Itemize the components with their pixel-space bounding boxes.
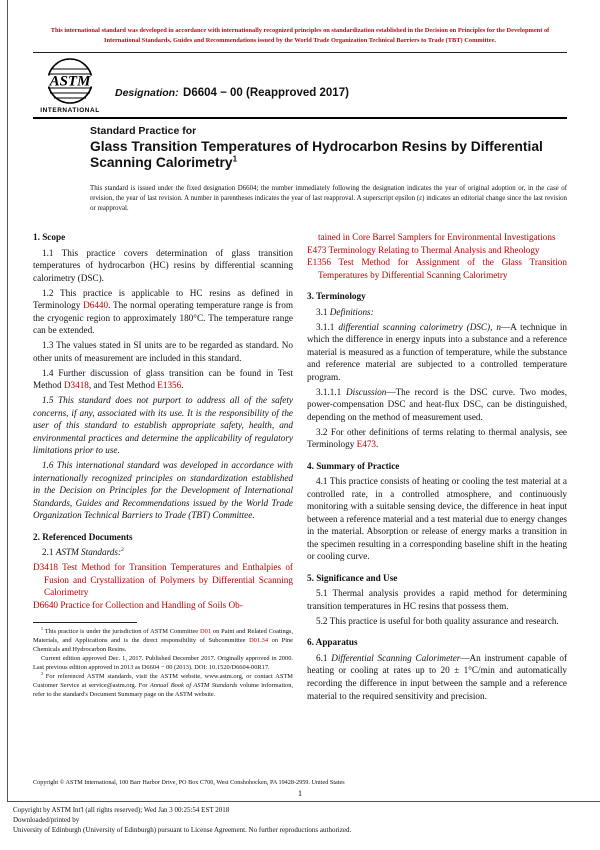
text-run: Differential Scanning Calorimeter bbox=[331, 652, 461, 663]
superscript-marker: 2 bbox=[121, 547, 124, 554]
superscript-marker: 2 bbox=[41, 671, 43, 677]
paragraph bbox=[307, 615, 567, 628]
section-heading bbox=[307, 460, 567, 473]
page-bottom-edge bbox=[7, 801, 600, 802]
text-run: —An instrument capable of heating or cooling at rates up to 20 ± 1°C/min and automatically recording the difference in input between the sample and a reference material to the required sensitivity and precision. bbox=[307, 652, 568, 701]
astm-logo-subtext: INTERNATIONAL bbox=[40, 107, 100, 114]
standard-link[interactable]: E473 bbox=[307, 244, 327, 255]
text-run: 3. Terminology bbox=[307, 291, 366, 302]
superscript-marker: 1 bbox=[41, 626, 43, 632]
footnote bbox=[33, 628, 293, 655]
reference-item bbox=[307, 256, 567, 281]
text-run: Definitions: bbox=[329, 306, 374, 317]
standard-link[interactable]: D6640 bbox=[33, 599, 59, 610]
text-run: Terminology Relating to Thermal Analysis and Rheology bbox=[326, 244, 540, 255]
text-run: 2.1 bbox=[42, 547, 56, 558]
section-heading bbox=[33, 231, 293, 244]
paragraph bbox=[33, 367, 293, 392]
astm-logo-text: ASTM bbox=[49, 73, 91, 90]
standard-link[interactable]: D3418 bbox=[33, 562, 59, 573]
standard-link[interactable]: E1356 bbox=[157, 380, 182, 391]
text-run: 3.1.1.1 bbox=[316, 386, 347, 397]
text-run: 3.1.1 bbox=[316, 321, 339, 332]
text-run: 1. Scope bbox=[33, 232, 66, 242]
watermark-downloaded: Downloaded/printed by bbox=[13, 816, 80, 825]
text-run: 1.1 This practice covers determination of glass transition temperatures of hydrocarbon (HC) resins by differential scanning calorimetry (DSC). bbox=[33, 247, 293, 283]
text-run: 1.2 This practice is applicable to HC resins as defined in Terminology bbox=[33, 287, 293, 311]
text-run: Annual Book of ASTM Standards bbox=[149, 682, 238, 690]
right-column-blocks bbox=[307, 231, 567, 702]
text-run: differential scanning calorimetry (DSC), n bbox=[338, 321, 501, 332]
paragraph bbox=[33, 459, 293, 522]
footnote bbox=[33, 673, 293, 700]
paragraph bbox=[307, 386, 567, 424]
title-kicker: Standard Practice for bbox=[90, 125, 197, 137]
text-run: 4.1 This practice consists of heating or cooling the test material at a controlled rate, in a controlled atmosphere, and continuously monitoring with a suitable sensing device, the difference in heat input between a reference material and a test material due to energy changes in the material. Absorption or release of energy marks a transition in the specimen resulting in a corresponding baseline shift in the heating or cooling curve. bbox=[307, 476, 567, 562]
text-run: ASTM Standards: bbox=[55, 547, 122, 558]
standard-link[interactable]: D01 bbox=[200, 628, 212, 636]
text-run: 1.6 This international standard was developed in accordance with internationally recognized principles on standardization established in the Decision on Principles for the Development of International Standards, Guides and Recommendations issued by the World Trade Organization Technical Barriers to Trade (TBT) Committee. bbox=[33, 460, 293, 521]
text-run: 3.2 For other definitions of terms relating to thermal analysis, see Terminology bbox=[307, 426, 567, 450]
text-run: 1.3 The values stated in SI units are to be regarded as standard. No other units of measurement are included in this standard. bbox=[33, 340, 293, 363]
designation bbox=[115, 83, 349, 101]
left-column bbox=[33, 231, 293, 705]
astm-logo-graphic bbox=[37, 57, 103, 115]
section-heading bbox=[307, 636, 567, 649]
designation-code: D6604 − 00 (Reapproved 2017) bbox=[183, 87, 349, 99]
text-run: on Paint and Related Coatings, Materials, and Applications and is the direct responsibility of Subcommittee bbox=[33, 628, 293, 645]
title-footnote-marker: 1 bbox=[232, 154, 238, 164]
masthead bbox=[33, 57, 567, 115]
title-block bbox=[90, 125, 566, 172]
download-watermark bbox=[13, 805, 587, 835]
divider-thick bbox=[33, 117, 567, 119]
reference-item bbox=[307, 231, 567, 244]
text-run: 1.5 This standard does not purport to address all of the safety concerns, if any, associated with its use. It is the responsibility of the user of this standard to establish appropriate safety, health, and environmental practices and determine the applicability of regulatory limitations prior to use. bbox=[33, 395, 293, 456]
page-number: 1 bbox=[297, 788, 303, 798]
footnote bbox=[33, 655, 293, 673]
issuance-note: This standard is issued under the fixed designation D6604; the number immediately following the designation indicates the year of original adoption or, in the case of revision, the year of last revision. A number in parentheses indicates the year of last reapproval. A superscript epsilon (ε) indicates an editorial change since the last revision or reapproval. bbox=[90, 185, 567, 212]
paragraph bbox=[307, 652, 567, 702]
astm-logo bbox=[37, 57, 103, 120]
reference-item bbox=[33, 599, 293, 612]
paragraph bbox=[33, 546, 293, 559]
text-run: . The normal operating temperature range is from the cryogenic region to approximately 180°C. The temperature range can be extended. bbox=[33, 300, 293, 336]
standard-link[interactable]: E1356 bbox=[307, 257, 331, 268]
text-run: tained in Core Barrel Samplers for Environmental Investigations bbox=[318, 232, 556, 242]
watermark-copyright: Copyright by ASTM Int'l (all rights reserved); Wed Jan 3 00:25:54 EST 2018 bbox=[13, 806, 230, 814]
text-run: on Pine Chemicals and Hydrocarbon Resins. bbox=[33, 637, 293, 654]
text-run: . bbox=[181, 380, 184, 391]
text-run: 6.1 bbox=[316, 652, 332, 663]
watermark-licensee: University of Edinburgh (University of Edinburgh) pursuant to License Agreement. No further reproductions authorized. bbox=[13, 826, 352, 835]
paragraph bbox=[307, 475, 567, 563]
text-run: 5.2 This practice is useful for both quality assurance and research. bbox=[316, 615, 559, 626]
page-title bbox=[90, 139, 566, 172]
paragraph bbox=[33, 287, 293, 337]
text-run: 1.4 Further discussion of glass transition can be found in Test Method bbox=[33, 367, 293, 391]
divider-thin bbox=[33, 52, 567, 53]
text-run: 5.1 Thermal analysis provides a rapid method for determining transition temperatures in HC resins that possess them. bbox=[307, 588, 567, 611]
wto-notice: This international standard was developed in accordance with internationally recognized principles on standardization established in the Decision on Principles for the Development of International Standards, Guides and Recommendations issued by the World Trade Organization Technical Barriers to Trade (TBT) Committee. bbox=[50, 27, 550, 44]
section-heading bbox=[307, 290, 567, 303]
paragraph bbox=[33, 339, 293, 364]
standard-link[interactable]: E473 bbox=[356, 439, 377, 450]
paragraph bbox=[33, 394, 293, 457]
text-run: 2. Referenced Documents bbox=[33, 531, 133, 542]
left-column-blocks bbox=[33, 231, 293, 611]
text-run: 6. Apparatus bbox=[307, 637, 358, 648]
text-run: —A technique in which the difference in energy inputs into a substance and a reference material is measured as a function of temperature, while the substance and reference material are subjected to a controlled temperature program. bbox=[307, 321, 567, 382]
standard-link[interactable]: D6440 bbox=[83, 300, 109, 311]
section-heading bbox=[33, 531, 293, 544]
paragraph bbox=[307, 426, 567, 451]
body-columns bbox=[33, 231, 567, 705]
text-run: This practice is under the jurisdiction of ASTM Committee bbox=[42, 628, 201, 636]
text-run: Practice for Collection and Handling of Soils Ob- bbox=[58, 599, 243, 610]
text-run: —The record is the DSC curve. Two modes, power-compensation DSC and heat-flux DSC, can be distinguished, depending on the method of measurement used. bbox=[307, 386, 567, 422]
standard-link[interactable]: D3418 bbox=[63, 380, 89, 391]
paragraph bbox=[33, 247, 293, 285]
standard-link[interactable]: D01.34 bbox=[249, 637, 269, 645]
text-run: Test Method for Transition Temperatures and Enthalpies of Fusion and Crystallization of Polymers by Differential Scanning Calorimetry bbox=[44, 562, 293, 598]
paragraph bbox=[307, 587, 567, 612]
paragraph bbox=[307, 306, 567, 319]
reference-item bbox=[307, 244, 567, 257]
text-run: Discussion bbox=[346, 386, 387, 397]
footnote-rule bbox=[33, 622, 137, 623]
footnotes bbox=[33, 628, 293, 700]
section-heading bbox=[307, 572, 567, 585]
title-text: Glass Transition Temperatures of Hydrocarbon Resins by Differential Scanning Calorimetry bbox=[90, 139, 543, 171]
text-run: 5. Significance and Use bbox=[307, 572, 398, 583]
copyright-line: Copyright © ASTM International, 100 Barr Harbor Drive, PO Box C700, West Conshohocken, PA 19428-2959. United States bbox=[33, 779, 345, 786]
text-run: Test Method for Assignment of the Glass Transition Temperatures by Differential Scanning Calorimetry bbox=[318, 257, 567, 280]
text-run: 3.1 bbox=[316, 306, 330, 317]
page-edge-line bbox=[7, 0, 8, 801]
reference-item bbox=[33, 561, 293, 599]
text-run: , and Test Method bbox=[88, 380, 158, 391]
right-column bbox=[307, 231, 567, 705]
designation-label: Designation: bbox=[115, 87, 179, 99]
text-run: 4. Summary of Practice bbox=[307, 460, 400, 471]
text-run: volume information, refer to the standard's Document Summary page on the ASTM website. bbox=[33, 682, 294, 699]
text-run: . bbox=[376, 439, 379, 450]
paragraph bbox=[307, 321, 567, 384]
text-run: For referenced ASTM standards, visit the ASTM website, www.astm.org, or contact ASTM Customer Service at service@astm.org. For bbox=[33, 673, 293, 690]
text-run: Current edition approved Dec. 1, 2017. Published December 2017. Originally approved in 2000. Last previous edition approved in 2013 as D6604 − 00 (2013). DOI: 10.1520/D6604-00R17. bbox=[33, 655, 293, 672]
